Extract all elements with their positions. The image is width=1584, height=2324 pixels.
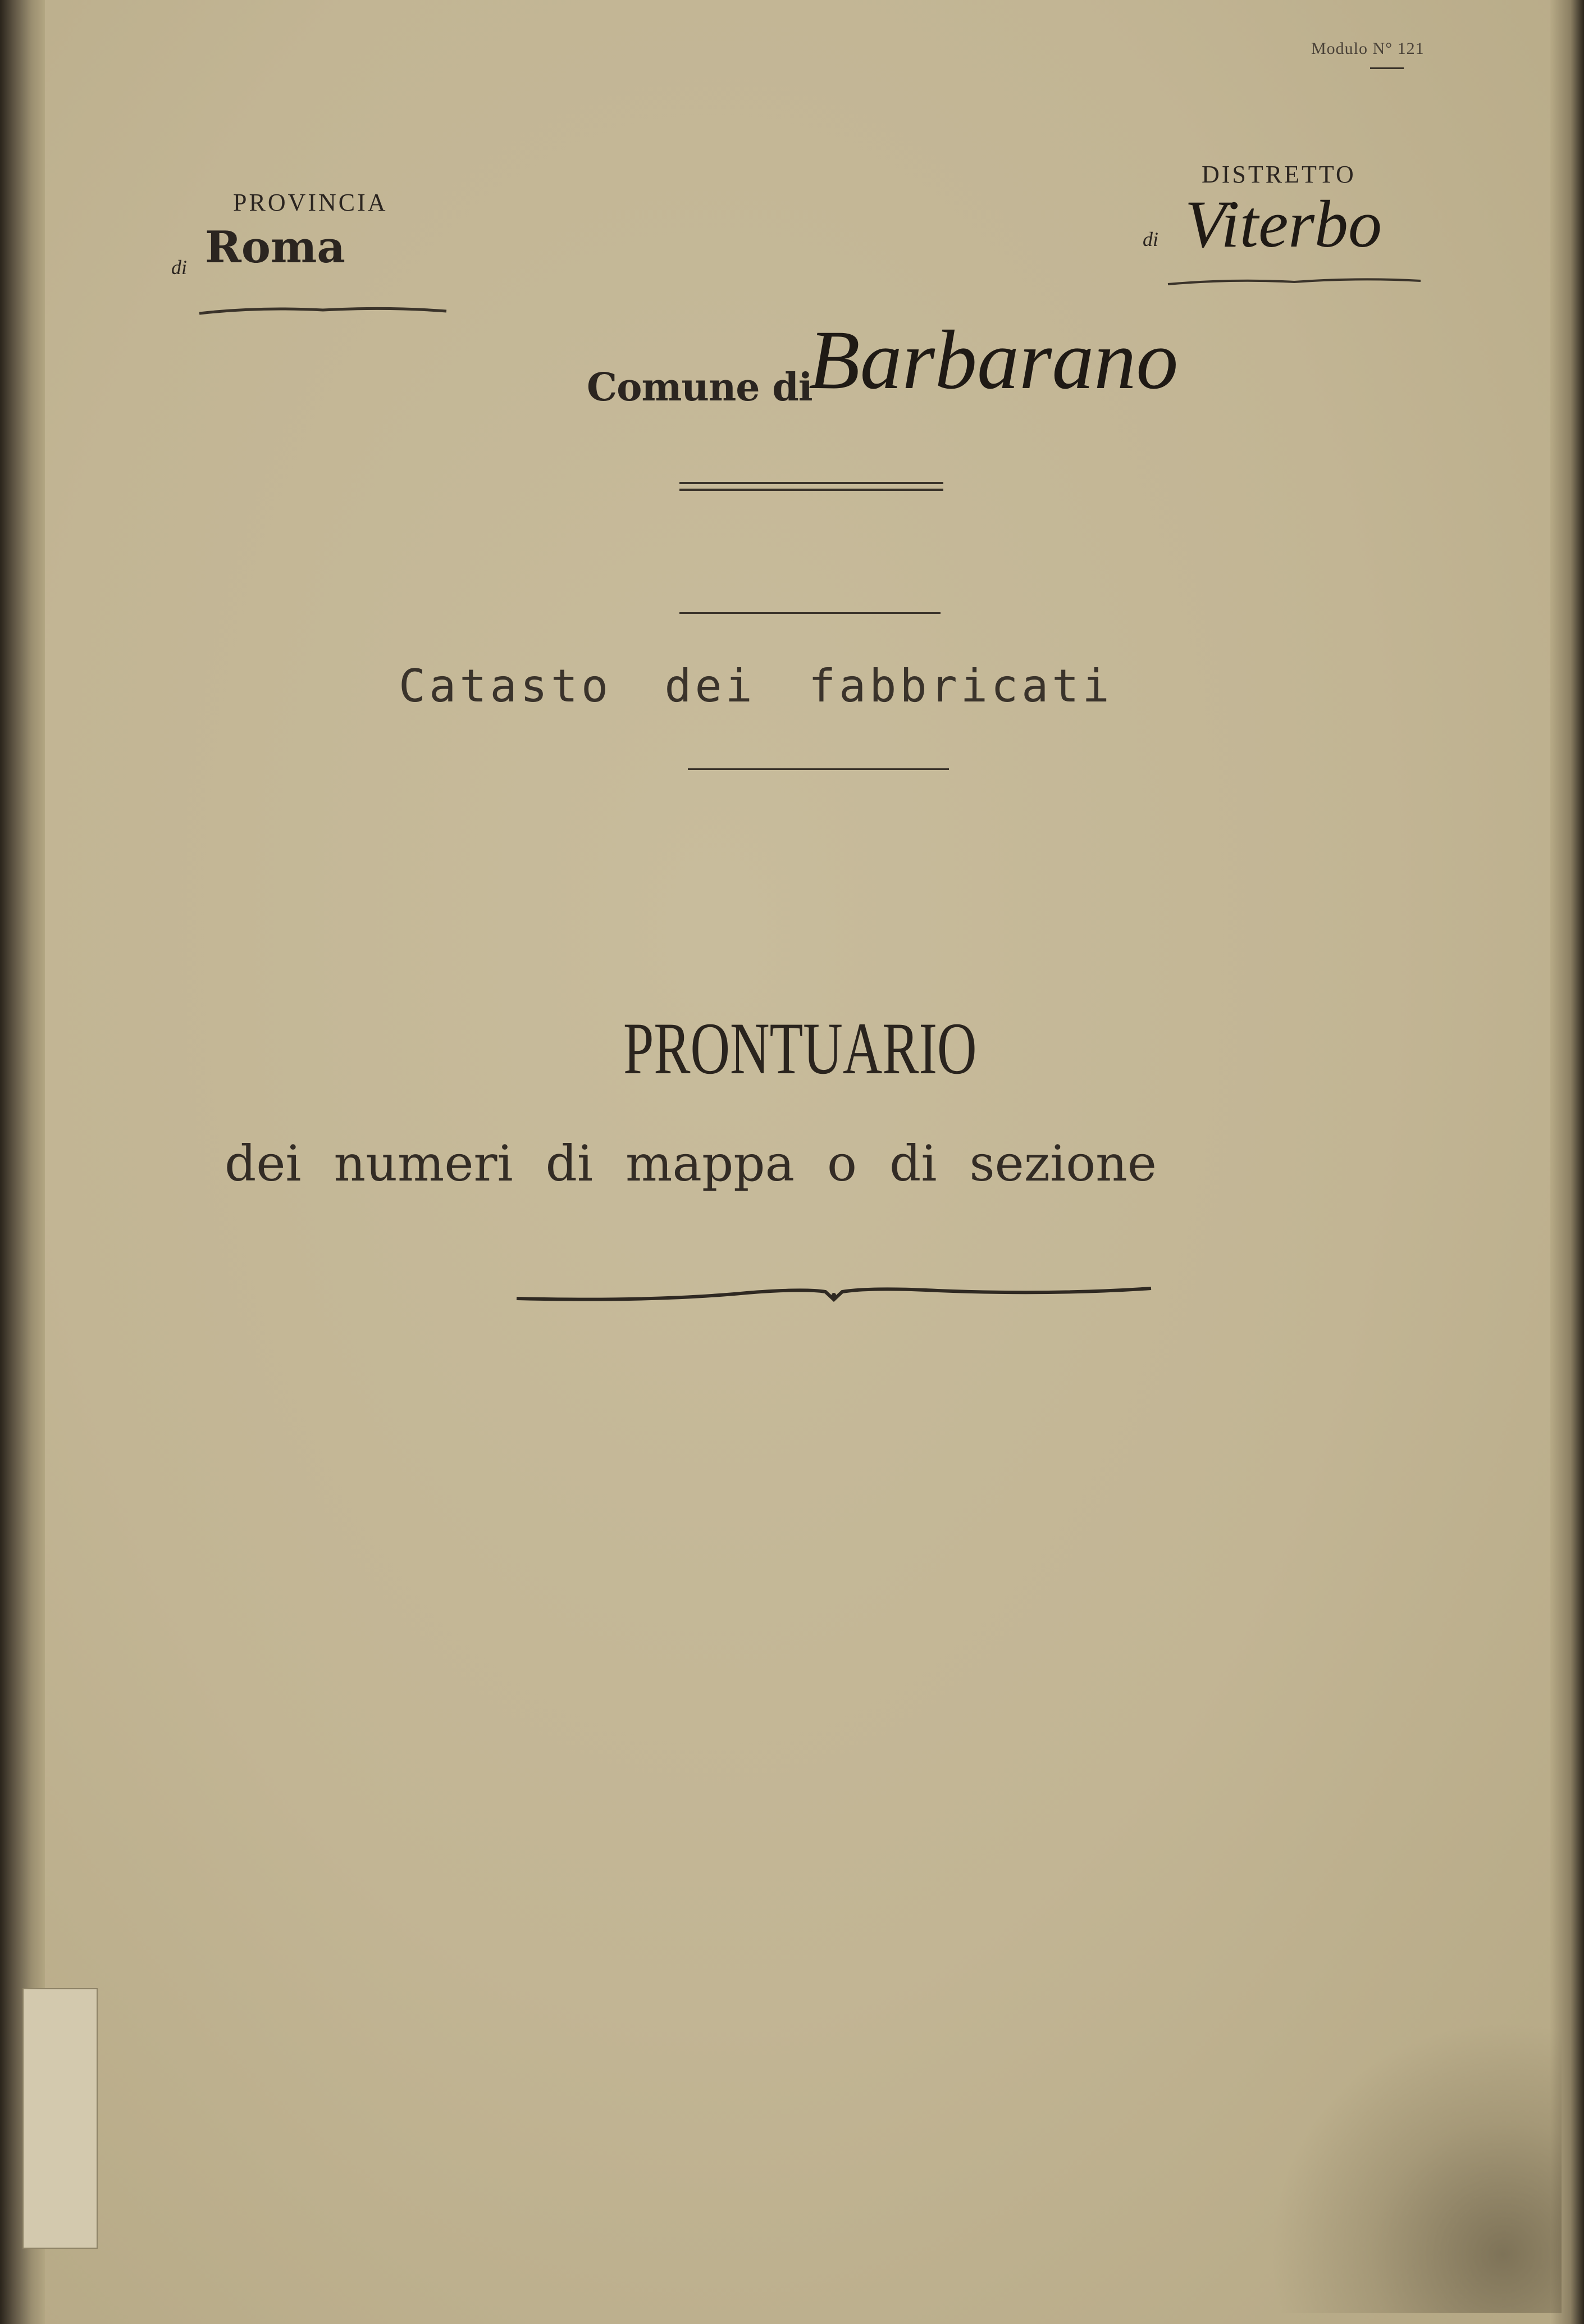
catasto-rule-bottom <box>688 768 949 770</box>
title-ornament-rule <box>511 1281 1157 1314</box>
document-subtitle: dei numeri di mappa o di sezione <box>225 1134 1157 1192</box>
province-value: Roma <box>205 222 345 273</box>
comune-value: Barbarano <box>809 313 1179 407</box>
province-label: PROVINCIA <box>233 189 388 216</box>
spine-edge <box>0 0 45 2324</box>
district-label: DISTRETTO <box>1202 161 1356 188</box>
form-number-underline <box>1370 67 1404 69</box>
province-ornament-rule <box>197 303 449 320</box>
binding-strip <box>22 1988 98 2249</box>
age-stain <box>1270 2021 1562 2313</box>
district-ornament-rule <box>1165 275 1423 292</box>
document-title: PRONTUARIO <box>623 1007 977 1090</box>
province-prefix: di <box>171 256 188 279</box>
right-page-edge <box>1550 0 1584 2324</box>
comune-label: Comune di <box>587 365 812 410</box>
catasto-rule-top <box>679 612 941 614</box>
district-prefix: di <box>1143 228 1159 250</box>
district-value: Viterbo <box>1185 186 1382 261</box>
form-number: Modulo N° 121 <box>1311 39 1425 58</box>
comune-double-rule-bottom <box>679 489 943 491</box>
comune-double-rule-top <box>679 482 943 484</box>
catasto-heading: Catasto dei fabbricati <box>399 660 1113 712</box>
